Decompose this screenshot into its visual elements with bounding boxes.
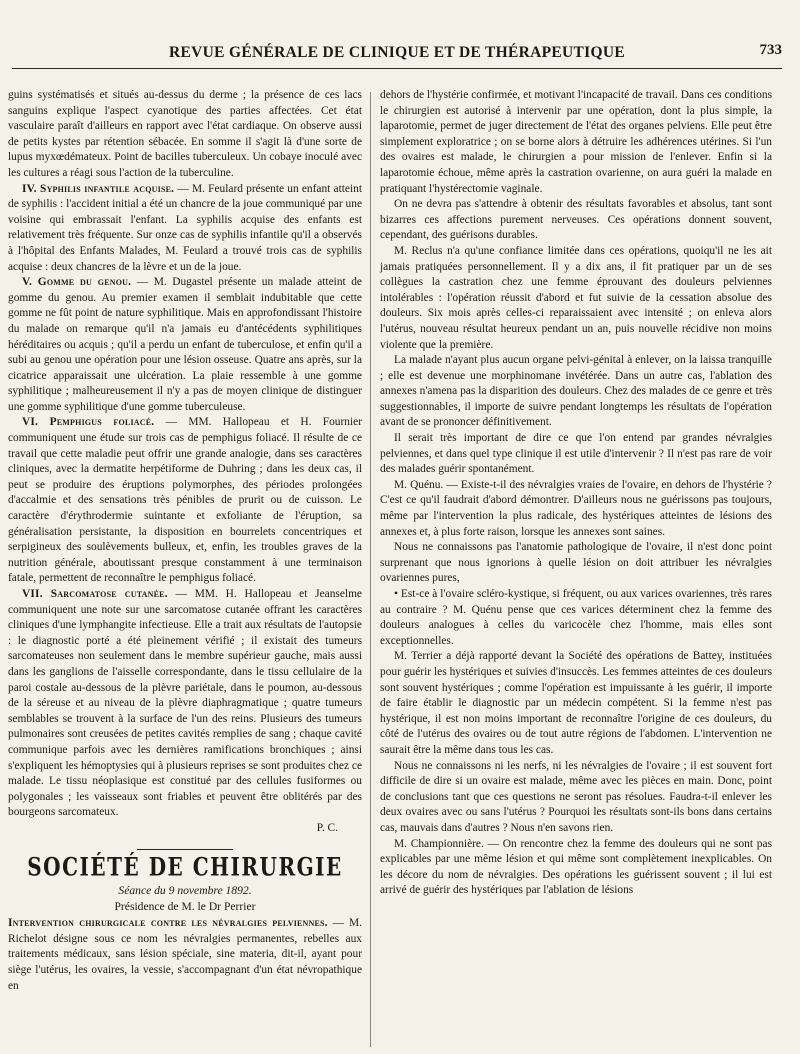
presidency: Présidence de M. le Dr Perrier bbox=[114, 899, 256, 913]
paragraph: • Est-ce à l'ovaire scléro-kystique, si fréquent, ou aux varices ovariennes, très rares au contraire ? M. Quénu pense que ces varices déterminent chez la femme des douleurs analogues à celles du varicocèle chez l'homme, mais elles sont exceptionnelles. bbox=[380, 588, 772, 647]
paragraph: Nous ne connaissons ni les nerfs, ni les névralgies de l'ovaire ; il est souvent fort difficile de dire si un ovaire est malade, même avec les pièces en main. Donc, point de conclusions tant que ces questions ne seront pas résolues. Faudra-t-il enlever les deux ovaires avec ou sans l'utérus ? Pourquoi les résultats sont-ils bons dans certains cas, mauvais dans d'autres ? Nous n'en savons rien. bbox=[380, 759, 772, 834]
paragraph-body: — M. Dugastel présente un malade atteint de gomme du genou. Au premier examen il semblait indubitable que cette gomme ne fût point de nature syphilitique. Mais en approfondissant l'histoire du malade on remarque qu'il n'a jamais eu d'antécédents syphilitiques héréditaires ou acquis ; qu'il a perdu un enfant de tuberculose, et enfin qu'il a subi au genou une opération pour une lésion osseuse. Quatre ans après, sur la cicatrice apparaissait une ulcération. La plaie ressemble à une gomme syphilitique ; malheureusement il n'y a pas de moyen clinique de distinguer une gomme syphilitique d'une gomme tuberculeuse. bbox=[8, 276, 362, 413]
paragraph: M. Championnière. — On rencontre chez la femme des douleurs qui ne sont pas explicables par une même lésion et qui même sont complètement inexplicables. On les décore du nom de névralgies. Des opérations les guérissent souvent ; il lui est arrivé de guérir des hystériques par l'ablation de lésions bbox=[380, 837, 772, 897]
paragraph-body: — MM. H. Hallopeau et Jeanselme communiquent une note sur une sarcomatose cutanée offrant les caractères cliniques d'une lymphangite infectieuse. Elle a trait aux résultats de l'autopsie : le diagnostic porté a été pleinement vérifié ; il existait des tumeurs sarcomateuses non seulement dans le membre supérieur gauche, mais aussi dans les ganglions de l'aisselle correspondante, dans le tissu cellulaire de la paroi costale au-dessous de la plèvre pariétale, dans le poumon, au-dessous de la séreuse et au niveau de la plèvre diaphragmatique ; quatre tumeurs semblables se trouvent à la surface de l'un des reins. Plusieurs des tumeurs pulmonaires sont creusées de petites cavités remplies de sang ; chaque cavité communique parfois avec les dernières ramifications bronchiques ; ainsi s'expliquent les hémoptysies qui à plusieurs reprises se sont produites chez ce malade. Le tissu néoplasique est constitué par des cellules fusiformes ou polygonales ; les vaisseaux sont friables et peuvent être oblitérés par des bourgeons sarcomateux. bbox=[8, 588, 362, 819]
running-title: REVUE GÉNÉRALE DE CLINIQUE ET DE THÉRAPEUTIQUE bbox=[169, 44, 625, 61]
section-heading: VII. Sarcomatose cutanée. bbox=[22, 588, 168, 600]
session-date: Séance du 9 novembre 1892. bbox=[118, 884, 252, 898]
paragraph bbox=[8, 587, 362, 821]
paragraph: dehors de l'hystérie confirmée, et motivant l'incapacité de travail. Dans ces conditions le chirurgien est autorisé à intervenir par une opération, dont la plus simple, la laparotomie, permet de juger directement de l'état des organes pelviens. Elle peut être simplement exploratrice ; on se borne alors à détruire les adhérences utérines. Si l'un des ovaires est malade, le chirurgien a pour mission de l'enlever. Enfin si la laparotomie échoue, même après la castration ovarienne, on aura guéri la malade en pratiquant l'hystérectomie vaginale. bbox=[380, 89, 772, 195]
section-rule bbox=[137, 849, 233, 850]
society-title: SOCIÉTÉ DE CHIRURGIE bbox=[27, 851, 343, 882]
section-heading: Intervention chirurgicale contre les névralgies pelviennes. bbox=[8, 917, 328, 930]
left-column bbox=[8, 88, 362, 994]
paragraph bbox=[8, 182, 362, 276]
paragraph: M. Quénu. — Existe-t-il des névralgies vraies de l'ovaire, en dehors de l'hystérie ? C'est ce qu'il faudrait d'abord démontrer. D'ailleurs nous ne guérissons pas toujours, même par l'intervention la plus radicale, des hystériques atteintes de lésions des annexes et, à plus forte raison, lorsque les annexes sont saines. bbox=[380, 478, 772, 538]
paragraph: La malade n'ayant plus aucun organe pelvi-génital à enlever, on la laissa tranquille ; elle est devenue une morphinomane invétérée. Dans un autre cas, l'ablation des annexes n'amena pas la disparition des douleurs. Chez des malades de ce genre et très suggestionnables, il importe de suivre pendant longtemps les résultats de l'opération avant de se prononcer définitivement. bbox=[380, 354, 772, 429]
paragraph-body: — MM. Hallopeau et H. Fournier communiquent une étude sur trois cas de pemphigus foliacé. Il résulte de ce travail que cette maladie peut offrir une grande analogie, dans ses caractères cliniques, avec la dermatite herpétiforme de Duhring ; dans les deux cas, il peut se produire des éruptions polymorphes, des périodes prolongées d'accalmie et des sensations très pénibles de prurit ou de cuisson. Le caractère d'érythrodermie suintante et exfoliante de l'éruption, sa généralisation persistante, la disposition en bourrelets concentriques et serpigineux des soulèvements bulleux, et, enfin, les troubles graves de la nutrition générale, aboutissant presque constamment à une terminaison fatale, permettent de reconnaître le pemphigus foliacé. bbox=[8, 416, 362, 585]
paragraph: M. Reclus n'a qu'une confiance limitée dans ces opérations, quoiqu'il ne les ait jamais pratiquées personnellement. Il y a dix ans, il fit pratiquer par un de ses collègues la castration chez une femme éprouvant des douleurs pelviennes intolérables : l'opération réussit d'abord et fut suivie de la cessation absolue des douleurs. Six mois après celles-ci reparaissaient avec intensité ; on enleva alors l'utérus, nouveau résultat heureux pendant un an, puis nouvelle récidive non moins violente que la première. bbox=[380, 244, 772, 351]
paragraph bbox=[8, 415, 362, 587]
header-rule bbox=[12, 68, 782, 69]
paragraph: On ne devra pas s'attendre à obtenir des résultats favorables et absolus, tant sont bizarres ces affections purement nerveuses. Ces opérations donnent souvent, cependant, des guérisons durables. bbox=[380, 198, 772, 242]
paragraph-body: — M. Feulard présente un enfant atteint de syphilis : l'accident initial a été un chancre de la joue communiqué par une voisine qui embrassait l'enfant. La syphilis acquise des enfants est relativement très fréquente. Sur onze cas de syphilis infantile qu'il a observés à l'hôpital des Enfants Malades, M. Feulard a trouvé trois cas de syphilis acquise : deux chancres de la lèvre et un de la joue. bbox=[8, 182, 362, 273]
paragraph: Il serait très important de dire ce que l'on entend par grandes névralgies pelviennes, et dans quel type clinique il est utile d'intervenir ? Il n'est pas rare de voir des malades guérir spontanément. bbox=[380, 432, 772, 476]
society-section-header bbox=[8, 849, 362, 915]
paragraph: guins systématisés et situés au-dessus du derme ; la présence de ces lacs sanguins explique l'aspect cyanotique des parties affectées. Cet état vasculaire paraît d'ailleurs en rapport avec l'état cardiaque. On observe aussi de petits kystes par rétention sébacée. En somme il s'agit là d'une sorte de lupus myxœdémateux. Point de bacilles tuberculeux. Un cobaye inoculé avec les cultures a réagi sous l'action de la tuberculine. bbox=[8, 89, 362, 179]
page-header bbox=[12, 38, 782, 72]
section-heading: VI. Pemphigus foliacé. bbox=[22, 416, 155, 429]
paragraph-body: — M. Richelot désigne sous ce nom les névralgies permanentes, rebelles aux traitements médicaux, sans lésion spéciale, sine materia, dit-il, ayant pour siège l'utérus, les ovaires, la vessie, s'accompagnant d'un état névropathique en bbox=[8, 917, 362, 992]
signature: P. C. bbox=[316, 821, 338, 834]
column-divider bbox=[370, 92, 371, 1047]
page-number: 733 bbox=[759, 42, 782, 58]
section-heading: IV. Syphilis infantile acquise. bbox=[22, 182, 175, 195]
paragraph bbox=[8, 916, 362, 994]
right-column bbox=[380, 88, 772, 899]
section-heading: V. Gomme du genou. bbox=[22, 276, 132, 289]
paragraph bbox=[8, 275, 362, 415]
paragraph: Nous ne connaissons pas l'anatomie pathologique de l'ovaire, il n'est donc point surprenant que nous ignorions à quelle lésion on doit attribuer les névralgies ovariennes pures, bbox=[380, 541, 772, 585]
paragraph: M. Terrier a déjà rapporté devant la Société des opérations de Battey, instituées pour guérir les hystériques et suivies d'insuccès. Les femmes atteintes de ces douleurs sont souvent hystériques ; comme l'opération est impuissante à les guérir, il importe de faire établir le diagnostic par un médecin compétent. Si la femme n'est pas hystérique, il est non moins important de reconnaître l'origine de ces douleurs, du côté de l'utérus des ovaires ou de tout autre régions de l'abdomen. L'intervention ne saurait être la même dans tous les cas. bbox=[380, 650, 772, 756]
